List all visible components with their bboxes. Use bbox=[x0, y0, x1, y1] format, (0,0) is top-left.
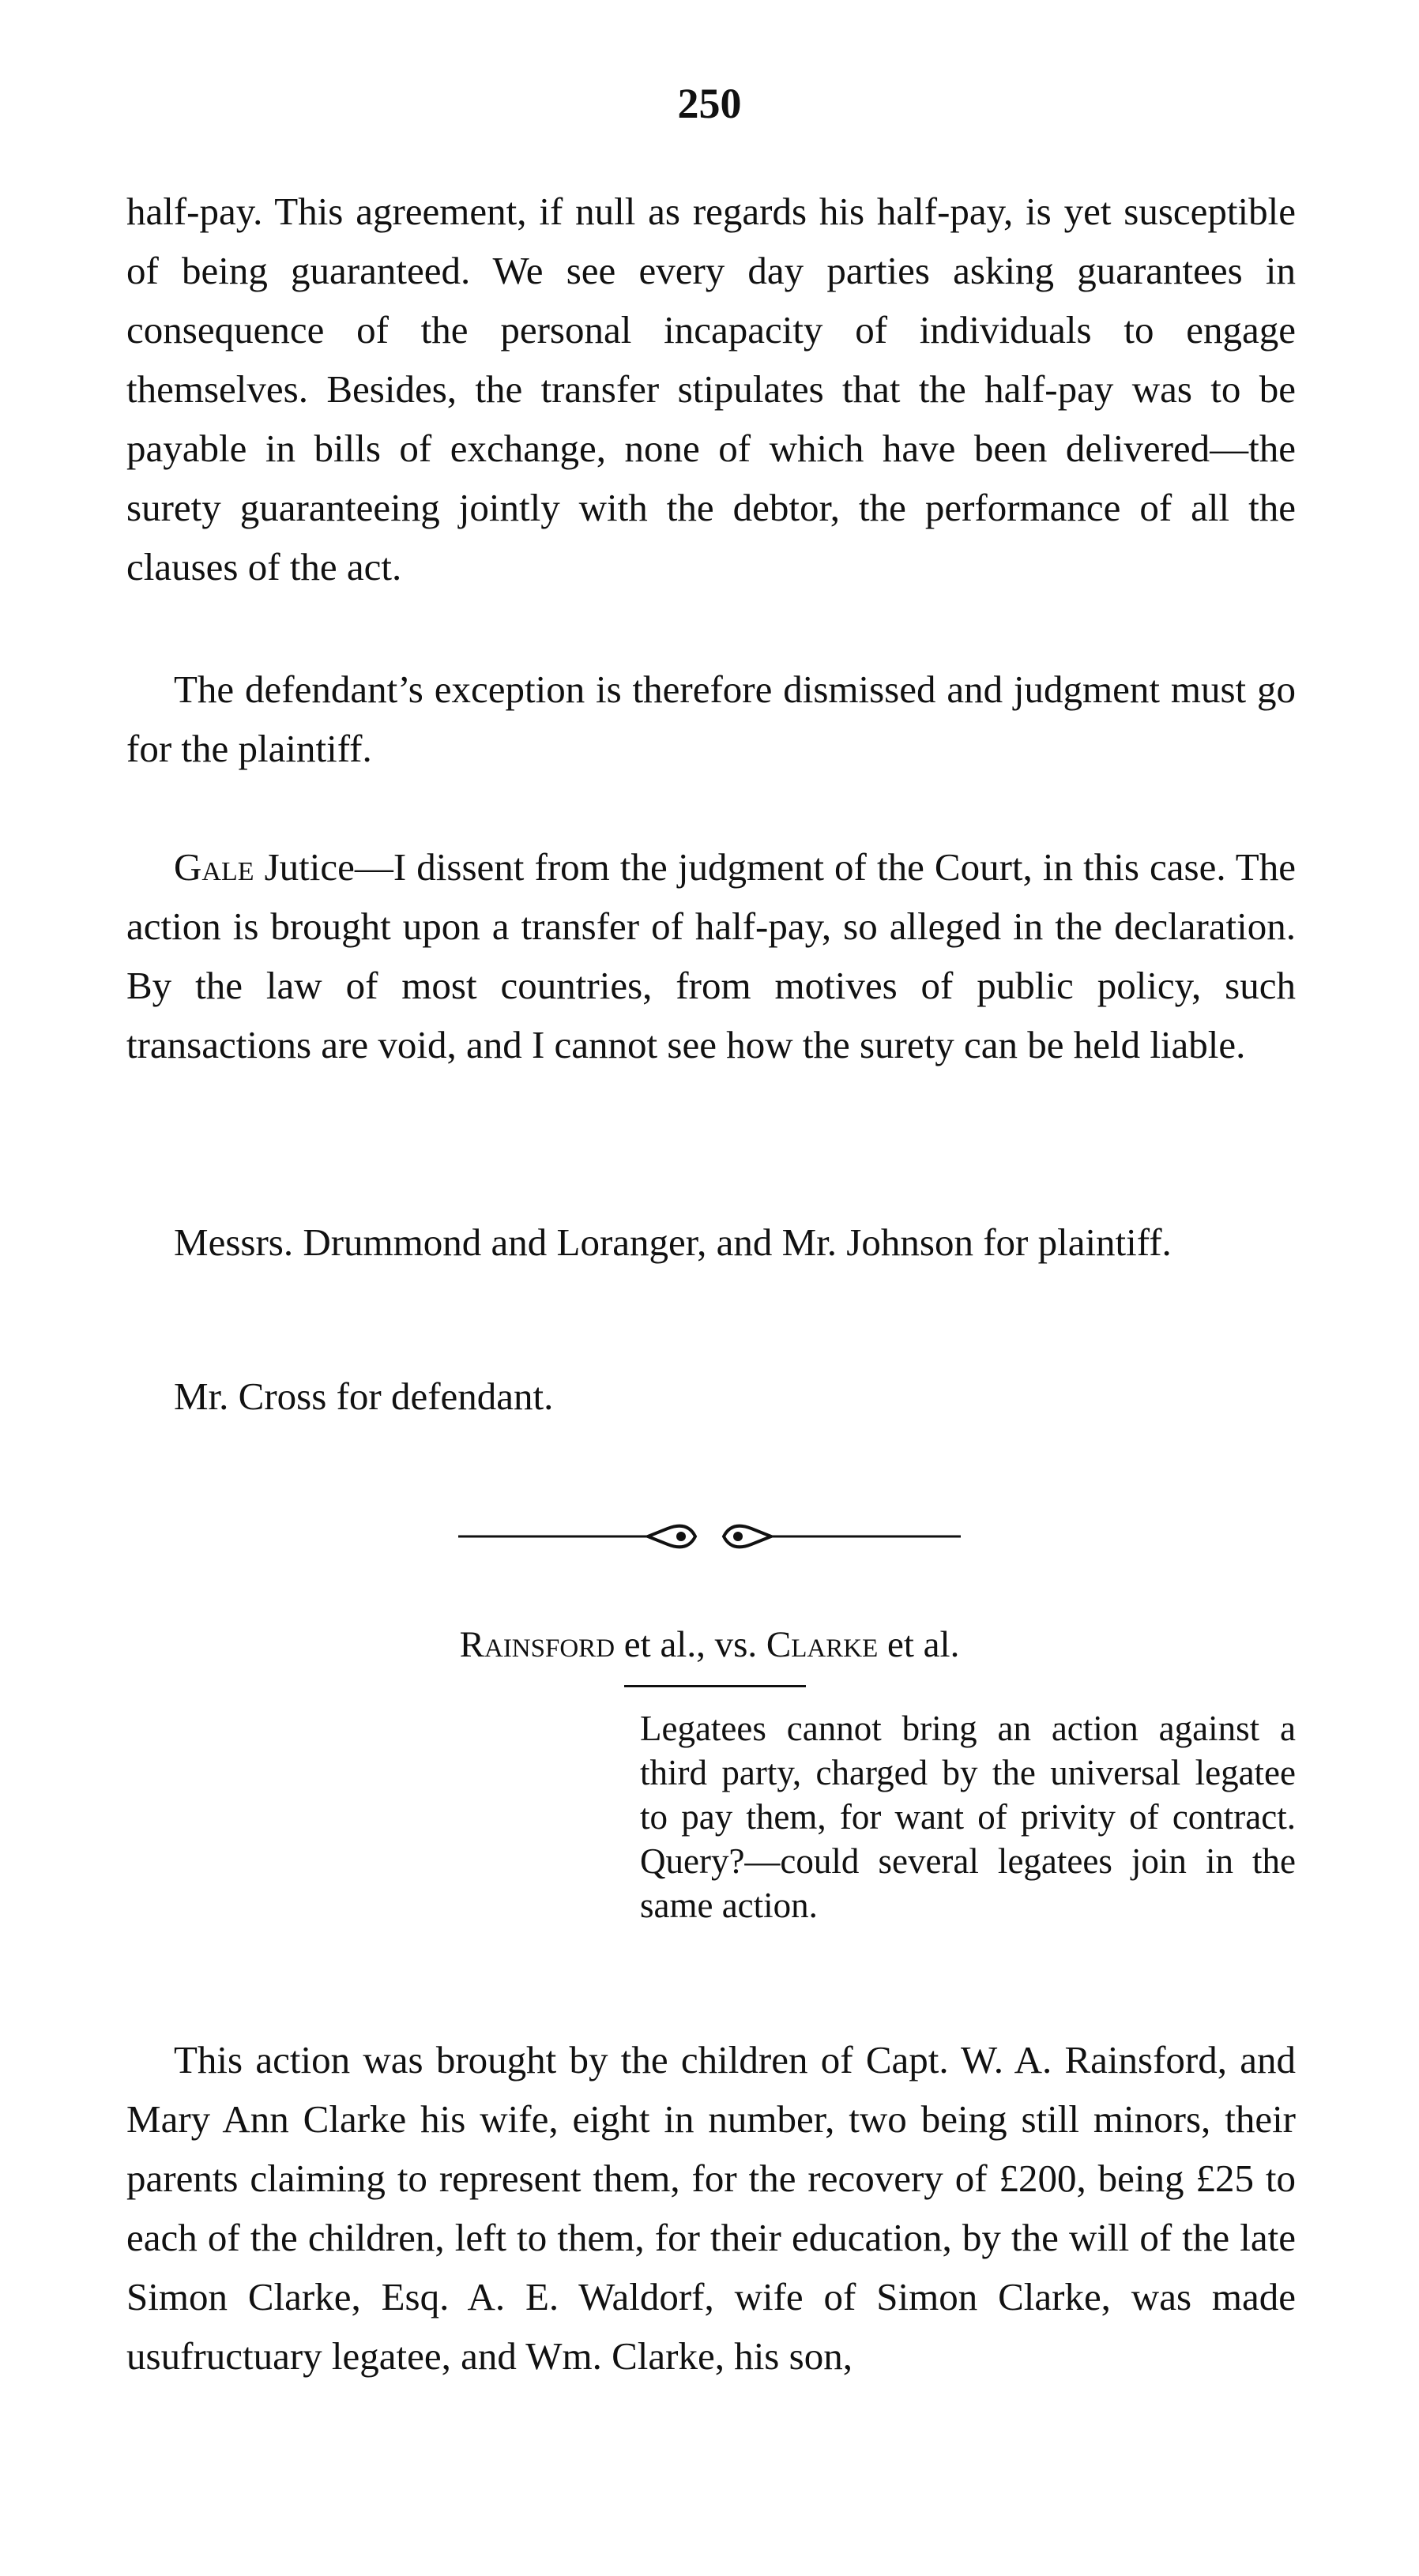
dissent-text: Jutice—I dissent from the judgment of the Court, in this case. The action is brought upon a transfer of half-pay, so alleged in the declaration. By the law of most countries, from motives of public policy, such transactions are void, and I cannot see how the surety can be held liable. bbox=[126, 845, 1296, 1066]
headnote: Legatees cannot bring an action against a third party, charged by the universal legatee to pay them, for want of privity of contract. Query?—could several legatees join in the same action. bbox=[640, 1709, 1296, 1925]
judge-name: Gale bbox=[174, 845, 254, 889]
section-divider-ornament bbox=[0, 1513, 1419, 1560]
case-title-rule bbox=[624, 1685, 806, 1687]
paragraph-dissent bbox=[126, 837, 1296, 1074]
defendant-name: Clarke bbox=[766, 1624, 879, 1665]
paragraph-continuation: half-pay. This agreement, if null as regards his half-pay, is yet susceptible of being guaranteed. We see every day parties asking guarantees in consequence of the personal incapacity of individuals to engage themselves. Besides, the transfer stipulates that the half-pay was to be payable in bills of exchange, none of which have been delivered—the surety guaranteeing jointly with the debtor, the performance of all the clauses of the act. bbox=[126, 190, 1296, 589]
page-number: 250 bbox=[677, 80, 742, 127]
paragraph-counsel-defendant: Mr. Cross for defendant. bbox=[174, 1374, 554, 1418]
case-et-al-2: et al. bbox=[878, 1624, 960, 1665]
case-title bbox=[0, 1623, 1419, 1666]
paragraph-judgment: The defendant’s exception is therefore dismissed and judgment must go for the plaintiff. bbox=[126, 668, 1296, 770]
plaintiff-name: Rainsford bbox=[459, 1624, 615, 1665]
case-et-al-1: et al., vs. bbox=[615, 1624, 766, 1665]
paragraph-case-body: This action was brought by the children of Capt. W. A. Rainsford, and Mary Ann Clarke his wife, eight in number, two being still minors, their parents claiming to represent them, for the recovery of £200, being £25 to each of the children, left to them, for their education, by the will of the late Simon Clarke, Esq. A. E. Waldorf, wife of Simon Clarke, was made usufructuary legatee, and Wm. Clarke, his son, bbox=[126, 2038, 1296, 2378]
paragraph-counsel-plaintiff: Messrs. Drummond and Loranger, and Mr. Johnson for plaintiff. bbox=[174, 1220, 1172, 1264]
